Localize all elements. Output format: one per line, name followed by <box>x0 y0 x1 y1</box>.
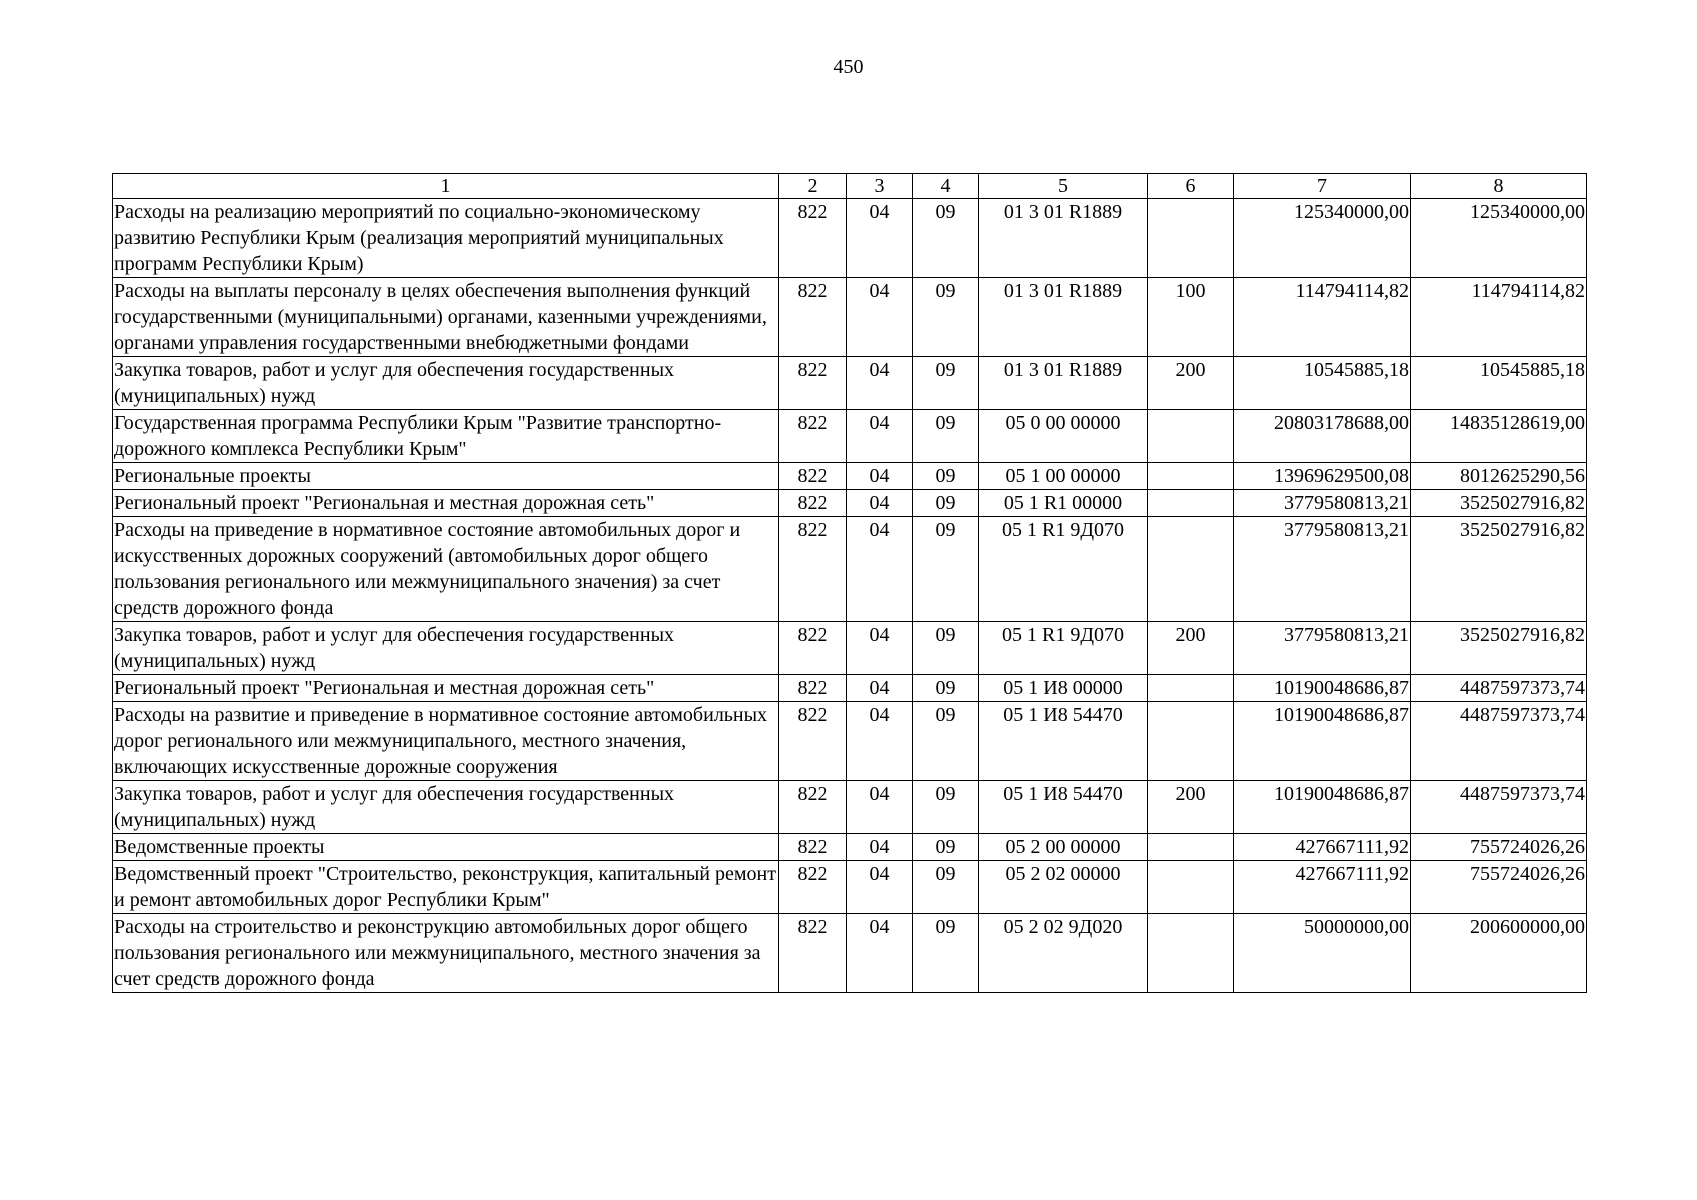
row-name-cell: Закупка товаров, работ и услуг для обеспечения государственных (муниципальных) нужд <box>113 357 779 410</box>
table-row <box>113 834 1587 861</box>
amount-year2-cell: 4487597373,74 <box>1411 781 1587 834</box>
subsection-cell: 09 <box>913 463 979 490</box>
amount-year1-cell: 10190048686,87 <box>1234 702 1411 781</box>
column-header: 5 <box>979 174 1148 199</box>
section-cell: 04 <box>847 278 913 357</box>
admin-code-cell: 822 <box>779 675 847 702</box>
expense-type-cell <box>1148 834 1234 861</box>
table-row <box>113 675 1587 702</box>
amount-year2-cell: 125340000,00 <box>1411 199 1587 278</box>
expense-type-cell <box>1148 914 1234 993</box>
admin-code-cell: 822 <box>779 199 847 278</box>
row-name-cell: Расходы на развитие и приведение в нормативное состояние автомобильных дорог регионального или межмуниципального, местного значения, включающих искусственные дорожные сооружения <box>113 702 779 781</box>
section-cell: 04 <box>847 357 913 410</box>
row-name-cell: Ведомственный проект "Строительство, реконструкция, капитальный ремонт и ремонт автомобильных дорог Республики Крым" <box>113 861 779 914</box>
subsection-cell: 09 <box>913 702 979 781</box>
expense-type-cell: 200 <box>1148 357 1234 410</box>
subsection-cell: 09 <box>913 834 979 861</box>
table-row <box>113 622 1587 675</box>
section-cell: 04 <box>847 517 913 622</box>
subsection-cell: 09 <box>913 490 979 517</box>
table-row <box>113 914 1587 993</box>
subsection-cell: 09 <box>913 357 979 410</box>
admin-code-cell: 822 <box>779 410 847 463</box>
amount-year1-cell: 125340000,00 <box>1234 199 1411 278</box>
row-name-cell: Региональный проект "Региональная и местная дорожная сеть" <box>113 675 779 702</box>
section-cell: 04 <box>847 914 913 993</box>
amount-year2-cell: 14835128619,00 <box>1411 410 1587 463</box>
section-cell: 04 <box>847 410 913 463</box>
expense-type-cell: 200 <box>1148 781 1234 834</box>
amount-year1-cell: 13969629500,08 <box>1234 463 1411 490</box>
section-cell: 04 <box>847 834 913 861</box>
column-header: 2 <box>779 174 847 199</box>
target-article-cell: 01 3 01 R1889 <box>979 278 1148 357</box>
expense-type-cell: 200 <box>1148 622 1234 675</box>
table-header <box>113 174 1587 199</box>
admin-code-cell: 822 <box>779 834 847 861</box>
admin-code-cell: 822 <box>779 490 847 517</box>
amount-year2-cell: 8012625290,56 <box>1411 463 1587 490</box>
row-name-cell: Закупка товаров, работ и услуг для обеспечения государственных (муниципальных) нужд <box>113 781 779 834</box>
admin-code-cell: 822 <box>779 781 847 834</box>
table-body <box>113 199 1587 993</box>
amount-year2-cell: 755724026,26 <box>1411 834 1587 861</box>
expense-type-cell <box>1148 410 1234 463</box>
column-header: 1 <box>113 174 779 199</box>
admin-code-cell: 822 <box>779 357 847 410</box>
section-cell: 04 <box>847 702 913 781</box>
row-name-cell: Расходы на реализацию мероприятий по социально-экономическому развитию Республики Крым (реализация мероприятий муниципальных программ Республики Крым) <box>113 199 779 278</box>
expense-type-cell <box>1148 199 1234 278</box>
target-article-cell: 05 1 R1 9Д070 <box>979 622 1148 675</box>
row-name-cell: Региональные проекты <box>113 463 779 490</box>
amount-year2-cell: 3525027916,82 <box>1411 490 1587 517</box>
section-cell: 04 <box>847 622 913 675</box>
table-row <box>113 410 1587 463</box>
subsection-cell: 09 <box>913 861 979 914</box>
amount-year1-cell: 10545885,18 <box>1234 357 1411 410</box>
column-header: 7 <box>1234 174 1411 199</box>
column-header: 4 <box>913 174 979 199</box>
table-row <box>113 463 1587 490</box>
page-number: 450 <box>833 56 864 78</box>
expense-type-cell <box>1148 490 1234 517</box>
expense-type-cell <box>1148 702 1234 781</box>
section-cell: 04 <box>847 861 913 914</box>
subsection-cell: 09 <box>913 199 979 278</box>
amount-year1-cell: 10190048686,87 <box>1234 675 1411 702</box>
amount-year2-cell: 4487597373,74 <box>1411 702 1587 781</box>
amount-year1-cell: 50000000,00 <box>1234 914 1411 993</box>
admin-code-cell: 822 <box>779 463 847 490</box>
amount-year2-cell: 4487597373,74 <box>1411 675 1587 702</box>
table-row <box>113 278 1587 357</box>
row-name-cell: Ведомственные проекты <box>113 834 779 861</box>
amount-year2-cell: 114794114,82 <box>1411 278 1587 357</box>
subsection-cell: 09 <box>913 675 979 702</box>
table-row <box>113 861 1587 914</box>
amount-year1-cell: 20803178688,00 <box>1234 410 1411 463</box>
amount-year2-cell: 10545885,18 <box>1411 357 1587 410</box>
column-header: 8 <box>1411 174 1587 199</box>
subsection-cell: 09 <box>913 914 979 993</box>
expense-type-cell <box>1148 675 1234 702</box>
table-row <box>113 517 1587 622</box>
row-name-cell: Расходы на строительство и реконструкцию автомобильных дорог общего пользования регионального или межмуниципального, местного значения за счет средств дорожного фонда <box>113 914 779 993</box>
table-row <box>113 490 1587 517</box>
amount-year2-cell: 3525027916,82 <box>1411 517 1587 622</box>
admin-code-cell: 822 <box>779 914 847 993</box>
section-cell: 04 <box>847 463 913 490</box>
section-cell: 04 <box>847 199 913 278</box>
table-row <box>113 199 1587 278</box>
subsection-cell: 09 <box>913 278 979 357</box>
target-article-cell: 05 1 R1 00000 <box>979 490 1148 517</box>
target-article-cell: 05 0 00 00000 <box>979 410 1148 463</box>
target-article-cell: 05 1 R1 9Д070 <box>979 517 1148 622</box>
amount-year1-cell: 3779580813,21 <box>1234 622 1411 675</box>
amount-year1-cell: 427667111,92 <box>1234 861 1411 914</box>
row-name-cell: Расходы на приведение в нормативное состояние автомобильных дорог и искусственных дорожных сооружений (автомобильных дорог общего пользования регионального или межмуниципального значения) за счет средств дорожного фонда <box>113 517 779 622</box>
admin-code-cell: 822 <box>779 861 847 914</box>
row-name-cell: Региональный проект "Региональная и местная дорожная сеть" <box>113 490 779 517</box>
target-article-cell: 05 1 00 00000 <box>979 463 1148 490</box>
subsection-cell: 09 <box>913 410 979 463</box>
section-cell: 04 <box>847 675 913 702</box>
target-article-cell: 05 2 02 00000 <box>979 861 1148 914</box>
expense-type-cell <box>1148 463 1234 490</box>
admin-code-cell: 822 <box>779 622 847 675</box>
admin-code-cell: 822 <box>779 702 847 781</box>
budget-table <box>112 173 1587 993</box>
expense-type-cell: 100 <box>1148 278 1234 357</box>
column-header: 3 <box>847 174 913 199</box>
amount-year2-cell: 3525027916,82 <box>1411 622 1587 675</box>
header-row <box>113 174 1587 199</box>
subsection-cell: 09 <box>913 781 979 834</box>
table-row <box>113 781 1587 834</box>
target-article-cell: 05 1 И8 54470 <box>979 702 1148 781</box>
expense-type-cell <box>1148 517 1234 622</box>
amount-year1-cell: 3779580813,21 <box>1234 490 1411 517</box>
target-article-cell: 05 1 И8 00000 <box>979 675 1148 702</box>
admin-code-cell: 822 <box>779 278 847 357</box>
section-cell: 04 <box>847 490 913 517</box>
expense-type-cell <box>1148 861 1234 914</box>
table-row <box>113 702 1587 781</box>
column-header: 6 <box>1148 174 1234 199</box>
target-article-cell: 01 3 01 R1889 <box>979 199 1148 278</box>
admin-code-cell: 822 <box>779 517 847 622</box>
target-article-cell: 05 1 И8 54470 <box>979 781 1148 834</box>
section-cell: 04 <box>847 781 913 834</box>
amount-year1-cell: 10190048686,87 <box>1234 781 1411 834</box>
row-name-cell: Расходы на выплаты персоналу в целях обеспечения выполнения функций государственными (муниципальными) органами, казенными учреждениями, органами управления государственными внебюджетными фондами <box>113 278 779 357</box>
amount-year2-cell: 200600000,00 <box>1411 914 1587 993</box>
amount-year2-cell: 755724026,26 <box>1411 861 1587 914</box>
subsection-cell: 09 <box>913 517 979 622</box>
row-name-cell: Государственная программа Республики Крым "Развитие транспортно-дорожного комплекса Республики Крым" <box>113 410 779 463</box>
target-article-cell: 01 3 01 R1889 <box>979 357 1148 410</box>
row-name-cell: Закупка товаров, работ и услуг для обеспечения государственных (муниципальных) нужд <box>113 622 779 675</box>
target-article-cell: 05 2 00 00000 <box>979 834 1148 861</box>
target-article-cell: 05 2 02 9Д020 <box>979 914 1148 993</box>
table-row <box>113 357 1587 410</box>
amount-year1-cell: 427667111,92 <box>1234 834 1411 861</box>
amount-year1-cell: 3779580813,21 <box>1234 517 1411 622</box>
amount-year1-cell: 114794114,82 <box>1234 278 1411 357</box>
subsection-cell: 09 <box>913 622 979 675</box>
